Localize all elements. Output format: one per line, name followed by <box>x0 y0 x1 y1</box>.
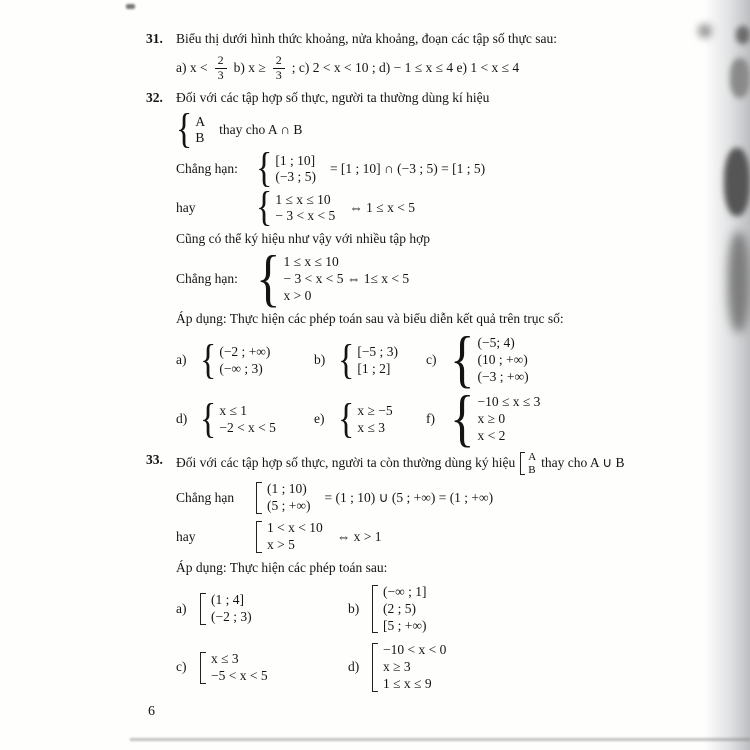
left-square-bracket <box>372 585 378 634</box>
exercise-label: a) <box>176 352 187 368</box>
scan-smudge <box>730 58 750 98</box>
inequality-line: − 3 < x < 5 ⇔ 1≤ x < 5 <box>283 271 410 287</box>
exercise-label: f) <box>426 411 435 427</box>
inequality-line: − 3 < x < 5 <box>275 208 336 224</box>
brace-group <box>176 106 206 153</box>
brace-lines <box>219 403 276 437</box>
example-label: Chẳng hạn: <box>176 160 238 176</box>
left-brace: { <box>338 336 355 384</box>
brace-group <box>338 336 398 384</box>
parts-c-d-e-expression: ; c) 2 < x < 10 ; d) − 1 ≤ x ≤ 4 e) 1 < x ≤ 4 <box>291 59 520 75</box>
example-three-sets <box>176 244 691 315</box>
bracket-group <box>256 520 323 554</box>
bracket-group <box>200 592 252 626</box>
example-label: Chẳng hạn <box>176 489 235 505</box>
interval-line: (1 ; 4] <box>211 592 244 608</box>
bracket-lines <box>267 520 323 554</box>
brace-lines <box>357 403 392 437</box>
inequality-line: −10 ≤ x ≤ 3 <box>477 394 541 410</box>
brace-group <box>200 336 271 384</box>
left-brace: { <box>256 145 273 192</box>
example-union-inequalities <box>176 520 691 554</box>
fraction-denominator: 3 <box>275 67 282 82</box>
interval-line: [−5 ; 3) <box>357 343 398 359</box>
fraction-denominator: 3 <box>217 67 224 82</box>
inequality-line: x ≥ 0 <box>477 411 506 427</box>
brace-lines <box>283 254 409 305</box>
inequality-line: x ≤ 3 <box>357 419 385 435</box>
brace-lines <box>275 192 335 226</box>
problem-31-title: Biểu thị dưới hình thức khoảng, nửa khoảng, đoạn các tập số thực sau: <box>176 31 557 46</box>
exercise-33b <box>348 584 691 635</box>
left-brace: { <box>450 325 475 396</box>
example-inequalities <box>176 184 691 231</box>
bracket-group <box>200 651 268 685</box>
interval-line: (−2 ; 3) <box>211 609 252 625</box>
set-b-label: B <box>528 463 536 476</box>
inequality-line: −2 < x < 5 <box>219 419 276 435</box>
scan-smudge <box>698 24 712 38</box>
inequality-line: 1 ≤ x ≤ 10 <box>283 254 339 270</box>
scan-mark <box>126 4 135 9</box>
bracket-lines <box>528 451 536 476</box>
title-text-before: Đối với các tập hợp số thực, người ta còn thường dùng ký hiệu <box>176 455 516 471</box>
brace-group <box>256 184 336 231</box>
problem-31-parts <box>176 54 691 83</box>
interval-line: (1 ; 10) <box>267 481 307 497</box>
left-square-bracket <box>520 452 525 475</box>
problem-33-number: 33. <box>146 452 163 468</box>
set-a-label: A <box>528 451 537 464</box>
brace-group <box>256 145 316 192</box>
fraction-numerator: 2 <box>273 54 285 69</box>
inequality-line: x < 2 <box>477 428 506 444</box>
problem-31-heading <box>146 30 691 49</box>
apply-instruction: Áp dụng: Thực hiện các phép toán sau và biểu diễn kết quả trên trục số: <box>176 311 564 327</box>
exercise-32d <box>176 395 314 443</box>
brace-lines <box>357 344 398 378</box>
example-result: ⇔ 1 ≤ x < 5 <box>349 199 415 215</box>
left-square-bracket <box>200 593 206 625</box>
bracket-lines <box>383 584 426 635</box>
left-brace: { <box>338 395 355 443</box>
example-union-intervals <box>176 481 691 515</box>
inequality-line: x ≥ −5 <box>357 402 393 418</box>
interval-line: (−3 ; 5) <box>275 169 316 185</box>
exercise-label: a) <box>176 600 187 616</box>
interval-line: (−3 ; +∞) <box>477 369 529 385</box>
brace-lines <box>195 114 205 148</box>
left-square-bracket <box>200 652 206 684</box>
bracket-lines <box>211 651 268 685</box>
problem-32-heading <box>146 89 691 108</box>
brace-group <box>256 244 410 315</box>
exercise-label: c) <box>426 352 437 368</box>
brace-lines <box>477 394 540 445</box>
example-label: hay <box>176 199 196 215</box>
brace-lines <box>477 335 528 386</box>
example-label: hay <box>176 528 196 544</box>
exercise-33d <box>348 642 691 693</box>
left-square-bracket <box>372 643 378 692</box>
exercise-label: d) <box>348 659 360 675</box>
page-bottom-shadow <box>130 738 750 741</box>
example-result: = (1 ; 10) ∪ (5 ; +∞) = (1 ; +∞) <box>324 489 494 505</box>
left-brace: { <box>450 384 475 455</box>
exercise-32c <box>426 325 691 396</box>
intersection-notation <box>176 106 691 153</box>
interval-line: (10 ; +∞) <box>477 352 528 368</box>
interval-line: [5 ; +∞) <box>383 617 427 633</box>
set-b-label: B <box>195 130 205 146</box>
problem-33-title <box>176 451 691 476</box>
interval-line: (−5; 4) <box>477 335 515 351</box>
set-a-label: A <box>195 113 206 129</box>
left-brace: { <box>176 106 193 153</box>
bracket-lines <box>211 592 252 626</box>
fraction-numerator: 2 <box>215 54 227 69</box>
left-square-bracket <box>256 482 262 514</box>
problem-33-heading <box>146 451 691 476</box>
bracket-group <box>372 584 426 635</box>
problem-32-number: 32. <box>146 90 163 106</box>
brace-group <box>200 395 276 443</box>
left-square-bracket <box>256 521 262 553</box>
scan-smudge <box>724 148 750 216</box>
problem-32-title: Đối với các tập hợp số thực, người ta thường dùng kí hiệu <box>176 90 490 106</box>
brace-group <box>450 325 529 396</box>
inequality-line: x > 0 <box>283 288 312 304</box>
interval-line: [1 ; 2] <box>357 360 391 376</box>
problem-31-number: 31. <box>146 31 163 46</box>
inequality-line: x > 5 <box>267 537 295 553</box>
brace-group <box>450 384 541 455</box>
left-brace: { <box>200 395 217 443</box>
exercise-32e <box>314 395 426 443</box>
note-text: Cũng có thể ký hiệu như vậy với nhiều tập hợp <box>176 231 431 247</box>
inequality-line: 1 ≤ x ≤ 10 <box>275 191 331 207</box>
brace-group <box>338 395 393 443</box>
inequality-line: −5 < x < 5 <box>211 667 268 683</box>
inequality-line: −10 < x < 0 <box>383 642 447 658</box>
inequality-line: x ≤ 3 <box>211 650 239 666</box>
exercise-label: b) <box>314 352 326 368</box>
fraction-two-thirds <box>273 54 285 83</box>
problem-33-exercises <box>176 584 691 693</box>
exercise-label: e) <box>314 411 325 427</box>
title-text-after: thay cho A ∪ B <box>541 455 625 471</box>
example-label: Chẳng hạn: <box>176 271 238 287</box>
part-b-expression: b) x ≥ <box>233 59 266 75</box>
problem-32-exercises <box>176 325 691 455</box>
problem-31 <box>146 30 691 82</box>
bracket-group <box>520 451 536 476</box>
page-edge-shadow <box>704 0 750 750</box>
exercise-label: c) <box>176 659 187 675</box>
left-brace: { <box>256 184 273 231</box>
exercise-33c <box>176 651 348 685</box>
inequality-line: x ≤ 1 <box>219 402 247 418</box>
example-intervals <box>176 145 691 192</box>
interval-line: [1 ; 10] <box>275 152 316 168</box>
left-brace: { <box>256 244 281 315</box>
notation-meaning: thay cho A ∩ B <box>219 121 303 137</box>
page-number: 6 <box>148 704 155 719</box>
interval-line: (2 ; 5) <box>383 600 416 616</box>
exercise-32f <box>426 384 691 455</box>
problem-32 <box>146 89 691 455</box>
inequality-line: 1 < x < 10 <box>267 520 323 536</box>
problem-33 <box>146 451 691 693</box>
bracket-group <box>372 642 446 693</box>
page-content <box>146 30 691 699</box>
interval-line: (−2 ; +∞) <box>219 343 271 359</box>
part-a-expression: a) x < <box>176 59 208 75</box>
brace-lines <box>219 344 270 378</box>
interval-line: (−∞ ; 3) <box>219 360 263 376</box>
interval-line: (5 ; +∞) <box>267 498 311 514</box>
interval-line: (−∞ ; 1] <box>383 583 427 599</box>
exercise-33a <box>176 592 348 626</box>
left-brace: { <box>200 336 217 384</box>
scan-smudge <box>736 26 750 44</box>
exercise-32b <box>314 336 426 384</box>
exercise-32a <box>176 336 314 384</box>
exercise-label: b) <box>348 600 360 616</box>
bracket-group <box>256 481 310 515</box>
inequality-line: 1 ≤ x ≤ 9 <box>383 676 432 692</box>
scan-smudge <box>728 232 750 332</box>
bracket-lines <box>267 481 310 515</box>
example-result: = [1 ; 10] ∩ (−3 ; 5) = [1 ; 5) <box>329 160 486 176</box>
bracket-lines <box>383 642 446 693</box>
inequality-line: x ≥ 3 <box>383 659 411 675</box>
apply-instruction: Áp dụng: Thực hiện các phép toán sau: <box>176 559 388 575</box>
example-result: ⇔ x > 1 <box>336 528 382 544</box>
exercise-label: d) <box>176 411 188 427</box>
brace-lines <box>275 153 316 187</box>
fraction-two-thirds <box>215 54 227 83</box>
